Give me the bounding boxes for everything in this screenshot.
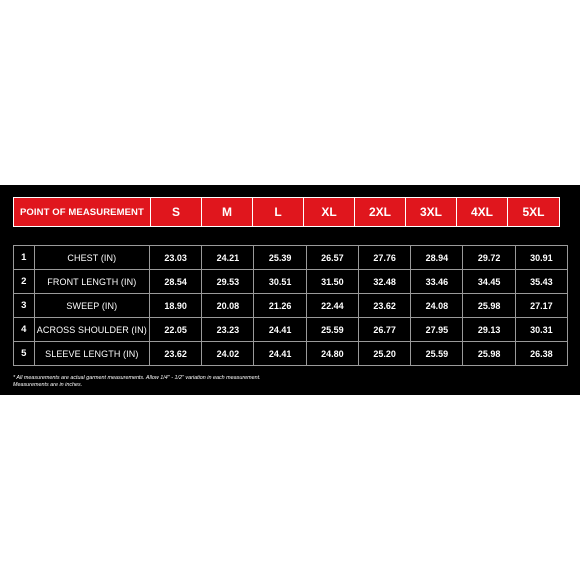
table-cell: 26.77 — [358, 318, 410, 342]
table-row — [14, 342, 568, 366]
table-cell: 29.13 — [463, 318, 515, 342]
measurement-table — [13, 245, 568, 366]
table-cell: 25.59 — [411, 342, 463, 366]
size-header-5xl: 5XL — [507, 197, 560, 227]
table-cell: 30.31 — [515, 318, 567, 342]
table-cell: 23.03 — [149, 246, 201, 270]
table-cell: 32.48 — [358, 270, 410, 294]
row-label: CHEST (IN) — [34, 246, 149, 270]
row-label: ACROSS SHOULDER (IN) — [34, 318, 149, 342]
table-cell: 30.91 — [515, 246, 567, 270]
table-cell: 29.72 — [463, 246, 515, 270]
table-cell: 27.95 — [411, 318, 463, 342]
table-cell: 24.41 — [254, 342, 306, 366]
size-header-m: M — [201, 197, 253, 227]
table-cell: 25.20 — [358, 342, 410, 366]
table-row — [14, 270, 568, 294]
table-cell: 24.80 — [306, 342, 358, 366]
table-row — [14, 318, 568, 342]
table-cell: 27.76 — [358, 246, 410, 270]
table-cell: 22.44 — [306, 294, 358, 318]
row-number: 4 — [14, 318, 35, 342]
table-cell: 24.21 — [202, 246, 254, 270]
table-cell: 25.39 — [254, 246, 306, 270]
row-label: SWEEP (IN) — [34, 294, 149, 318]
table-cell: 20.08 — [202, 294, 254, 318]
table-cell: 23.23 — [202, 318, 254, 342]
table-cell: 34.45 — [463, 270, 515, 294]
size-header-s: S — [150, 197, 202, 227]
measurement-footnote — [13, 375, 261, 389]
size-header-3xl: 3XL — [405, 197, 457, 227]
row-number: 3 — [14, 294, 35, 318]
table-cell: 18.90 — [149, 294, 201, 318]
footnote-line: Measurements are in inches. — [13, 382, 83, 388]
table-cell: 30.51 — [254, 270, 306, 294]
table-cell: 27.17 — [515, 294, 567, 318]
table-cell: 25.98 — [463, 294, 515, 318]
table-cell: 23.62 — [358, 294, 410, 318]
size-header-l: L — [252, 197, 304, 227]
row-number: 2 — [14, 270, 35, 294]
table-cell: 35.43 — [515, 270, 567, 294]
table-cell: 21.26 — [254, 294, 306, 318]
table-cell: 22.05 — [149, 318, 201, 342]
size-header-row — [13, 197, 560, 227]
table-cell: 28.54 — [149, 270, 201, 294]
row-number: 5 — [14, 342, 35, 366]
table-cell: 25.98 — [463, 342, 515, 366]
table-cell: 24.08 — [411, 294, 463, 318]
row-label: SLEEVE LENGTH (IN) — [34, 342, 149, 366]
size-header-4xl: 4XL — [456, 197, 508, 227]
table-cell: 25.59 — [306, 318, 358, 342]
size-header-2xl: 2XL — [354, 197, 406, 227]
size-header-xl: XL — [303, 197, 355, 227]
table-cell: 26.38 — [515, 342, 567, 366]
table-cell: 26.57 — [306, 246, 358, 270]
table-row — [14, 246, 568, 270]
footnote-line: * All measurements are actual garment measurements. Allow 1/4" - 1/2" variation in each measurement. — [13, 375, 261, 381]
row-number: 1 — [14, 246, 35, 270]
table-cell: 29.53 — [202, 270, 254, 294]
point-of-measurement-header: POINT OF MEASUREMENT — [13, 197, 151, 227]
table-cell: 23.62 — [149, 342, 201, 366]
table-cell: 24.02 — [202, 342, 254, 366]
table-row — [14, 294, 568, 318]
row-label: FRONT LENGTH (IN) — [34, 270, 149, 294]
table-cell: 31.50 — [306, 270, 358, 294]
table-cell: 24.41 — [254, 318, 306, 342]
table-cell: 33.46 — [411, 270, 463, 294]
table-cell: 28.94 — [411, 246, 463, 270]
